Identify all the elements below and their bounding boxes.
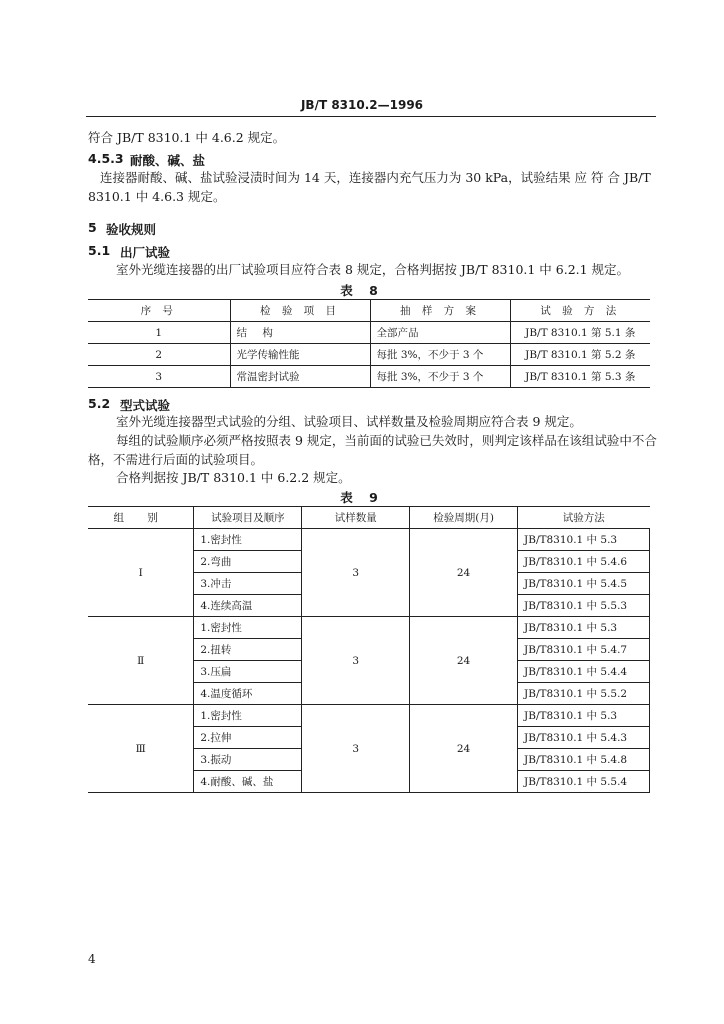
table-8-cell: 2 xyxy=(88,344,230,366)
section-5-2-paragraph-1: 室外光缆连接器型式试验的分组、试验项目、试样数量及检验周期应符合表 9 规定。 xyxy=(116,414,582,429)
table-8-caption: 表 8 xyxy=(340,283,384,298)
test-item: 1.密封性 xyxy=(194,529,302,551)
test-item: 4.温度循环 xyxy=(194,683,302,705)
test-method: JB/T8310.1 中 5.5.2 xyxy=(518,683,650,705)
section-5-number: 5 xyxy=(88,220,97,235)
test-method: JB/T8310.1 中 5.3 xyxy=(518,617,650,639)
group-name: Ⅱ xyxy=(88,617,194,705)
table-9-header-cell: 试样数量 xyxy=(302,507,410,529)
test-method: JB/T8310.1 中 5.4.7 xyxy=(518,639,650,661)
table-row xyxy=(88,705,650,727)
page-number: 4 xyxy=(88,952,96,966)
table-8-cell: 3 xyxy=(88,366,230,388)
section-5-2-paragraph-2-line2: 格，不需进行后面的试验项目。 xyxy=(88,452,264,467)
section-5-2-paragraph-2-line1: 每组的试验顺序必须严格按照表 9 规定，当前面的试验已失效时，则判定该样品在该组试验中不合 xyxy=(116,433,657,448)
table-8-cell: 结 构 xyxy=(230,322,370,344)
table-8-header-row xyxy=(88,300,650,322)
test-item: 3.振动 xyxy=(194,749,302,771)
test-method: JB/T8310.1 中 5.3 xyxy=(518,705,650,727)
document-header: JB/T 8310.2—1996 xyxy=(300,98,424,112)
inspection-period: 24 xyxy=(410,529,518,617)
table-8-cell: JB/T 8310.1 第 5.2 条 xyxy=(510,344,650,366)
section-5-1-number: 5.1 xyxy=(88,243,111,258)
test-method: JB/T8310.1 中 5.4.8 xyxy=(518,749,650,771)
section-5-2-title: 型式试验 xyxy=(120,398,171,413)
table-9-caption: 表 9 xyxy=(340,490,384,505)
table-8-cell: 每批 3%，不少于 3 个 xyxy=(370,366,510,388)
test-item: 2.扭转 xyxy=(194,639,302,661)
table-8 xyxy=(88,299,650,388)
test-method: JB/T8310.1 中 5.4.4 xyxy=(518,661,650,683)
section-4-5-3-number: 4.5.3 xyxy=(88,151,124,166)
test-item: 2.拉伸 xyxy=(194,727,302,749)
table-8-cell: JB/T 8310.1 第 5.3 条 xyxy=(510,366,650,388)
test-method: JB/T8310.1 中 5.4.3 xyxy=(518,727,650,749)
table-8-cell: 全部产品 xyxy=(370,322,510,344)
table-row xyxy=(88,344,650,366)
table-row xyxy=(88,366,650,388)
section-5-2-paragraph-3: 合格判据按 JB/T 8310.1 中 6.2.2 规定。 xyxy=(116,470,351,485)
section-5-1-body: 室外光缆连接器的出厂试验项目应符合表 8 规定，合格判据按 JB/T 8310.1 中 6.2.1 规定。 xyxy=(116,262,630,277)
inspection-period: 24 xyxy=(410,617,518,705)
test-item: 2.弯曲 xyxy=(194,551,302,573)
table-9-header-cell: 试验方法 xyxy=(518,507,650,529)
section-4-5-3-body-line2: 8310.1 中 4.6.3 规定。 xyxy=(88,189,226,204)
table-8-cell: JB/T 8310.1 第 5.1 条 xyxy=(510,322,650,344)
table-8-cell: 1 xyxy=(88,322,230,344)
sample-quantity: 3 xyxy=(302,529,410,617)
group-name: Ⅲ xyxy=(88,705,194,793)
table-8-header-cell: 抽 样 方 案 xyxy=(370,300,510,322)
inspection-period: 24 xyxy=(410,705,518,793)
section-5-2-number: 5.2 xyxy=(88,396,111,411)
table-9-header-cell: 试验项目及顺序 xyxy=(194,507,302,529)
test-item: 1.密封性 xyxy=(194,617,302,639)
section-4-5-3-title: 耐酸、碱、盐 xyxy=(130,153,206,168)
table-8-cell: 常温密封试验 xyxy=(230,366,370,388)
test-method: JB/T8310.1 中 5.4.6 xyxy=(518,551,650,573)
test-item: 4.耐酸、碱、盐 xyxy=(194,771,302,793)
test-item: 3.冲击 xyxy=(194,573,302,595)
table-8-cell: 光学传输性能 xyxy=(230,344,370,366)
table-8-header-cell: 序 号 xyxy=(88,300,230,322)
test-method: JB/T8310.1 中 5.4.5 xyxy=(518,573,650,595)
test-item: 3.压扁 xyxy=(194,661,302,683)
table-8-header-cell: 试 验 方 法 xyxy=(510,300,650,322)
table-9 xyxy=(88,506,650,793)
table-9-header-cell: 检验周期(月) xyxy=(410,507,518,529)
section-5-1-title: 出厂试验 xyxy=(120,245,171,260)
table-8-header-cell: 检 验 项 目 xyxy=(230,300,370,322)
table-8-cell: 每批 3%，不少于 3 个 xyxy=(370,344,510,366)
sample-quantity: 3 xyxy=(302,705,410,793)
group-name: Ⅰ xyxy=(88,529,194,617)
header-rule xyxy=(86,116,656,117)
test-method: JB/T8310.1 中 5.5.4 xyxy=(518,771,650,793)
table-row xyxy=(88,529,650,551)
table-9-header-row xyxy=(88,507,650,529)
test-method: JB/T8310.1 中 5.5.3 xyxy=(518,595,650,617)
continuation-text: 符合 JB/T 8310.1 中 4.6.2 规定。 xyxy=(88,130,286,145)
section-4-5-3-body-line1: 连接器耐酸、碱、盐试验浸渍时间为 14 天，连接器内充气压力为 30 kPa，试验结果 应 符 合 JB/T xyxy=(100,170,651,185)
table-row xyxy=(88,617,650,639)
test-item: 1.密封性 xyxy=(194,705,302,727)
section-5-title: 验收规则 xyxy=(106,222,157,237)
table-row xyxy=(88,322,650,344)
table-9-header-cell: 组 别 xyxy=(88,507,194,529)
sample-quantity: 3 xyxy=(302,617,410,705)
test-item: 4.连续高温 xyxy=(194,595,302,617)
test-method: JB/T8310.1 中 5.3 xyxy=(518,529,650,551)
